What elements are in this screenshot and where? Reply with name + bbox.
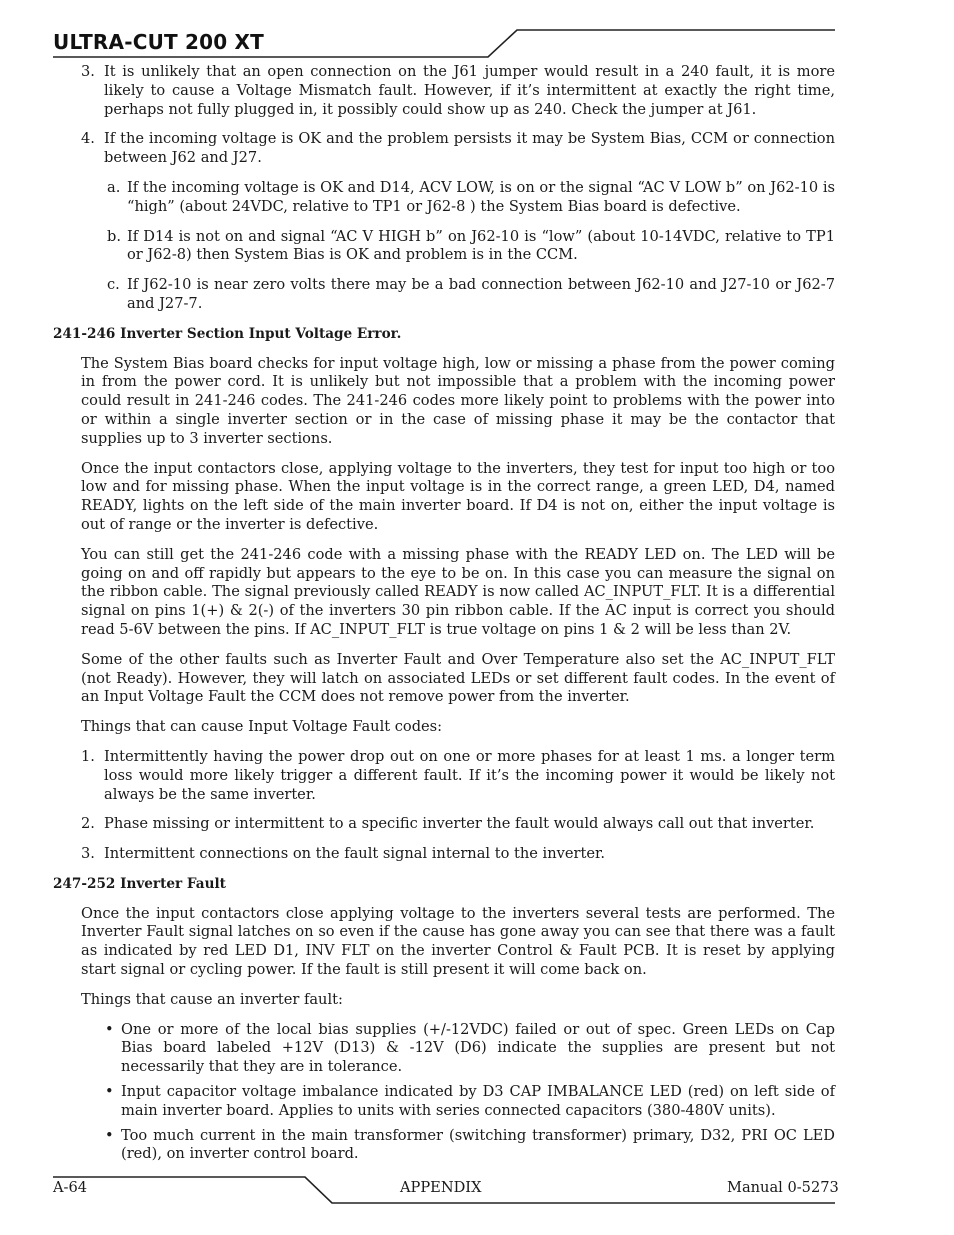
list-item-text: Too much current in the main transformer (switching transformer) primary, D32, PRI OC LED (red), on inverter control board. <box>121 1126 835 1163</box>
list-item-text: If the incoming voltage is OK and D14, ACV LOW, is on or the signal “AC V LOW b” on J62-10 is “high” (about 24VDC, relative to TP1 or J62-8 ) the System Bias board is defective. <box>127 178 835 215</box>
manual-number: Manual 0-5273 <box>727 1179 839 1196</box>
list-item-text: Phase missing or intermittent to a specific inverter the fault would always call out that inverter. <box>104 815 815 833</box>
bullet-item <box>105 1083 835 1121</box>
list-item <box>107 276 835 314</box>
bullet-item <box>105 1020 835 1077</box>
list-marker: 1. <box>81 747 95 765</box>
header-rule <box>53 30 835 57</box>
list-item-text: If J62-10 is near zero volts there may be a bad connection between J62-10 and J27-10 or J62-7 and J27-7. <box>127 276 835 312</box>
bullet-marker: • <box>105 1020 114 1038</box>
list-item <box>81 130 835 168</box>
paragraph: The System Bias board checks for input voltage high, low or missing a phase from the power coming in from the power cord. It is unlikely but not impossible that a problem with the incoming power could result in 241-246 codes. The 241-246 codes more likely point to problems with the power into or within a single inverter section or in the case of missing phase it may be the contactor that supplies up to 3 inverter sections. <box>81 354 835 447</box>
section-heading: 241-246 Inverter Section Input Voltage Error. <box>53 325 402 342</box>
list-item <box>81 63 835 119</box>
list-item-text: Input capacitor voltage imbalance indicated by D3 CAP IMBALANCE LED (red) on left side of main inverter board. Applies to units with series connected capacitors (380-480V units). <box>121 1083 835 1119</box>
list-item-text: One or more of the local bias supplies (+/-12VDC) failed or out of spec. Green LEDs on Cap Bias board labeled +12V (D13) & -12V (D6) indicate the supplies are present but not necessarily that they are in tolerance. <box>121 1020 835 1076</box>
list-marker: 3. <box>81 63 95 80</box>
footer-section: APPENDIX <box>400 1179 482 1196</box>
list-marker: b. <box>107 227 121 245</box>
paragraph: Once the input contactors close applying voltage to the inverters several tests are performed. The Inverter Fault signal latches on so even if the cause has gone away you can see that there was a fault as indicated by red LED D1, INV FLT on the inverter Control & Fault PCB. It is reset by applying start signal or cycling power. If the fault is still present it will come back on. <box>81 904 835 979</box>
list-item <box>81 747 835 804</box>
list-item-text: It is unlikely that an open connection on the J61 jumper would result in a 240 fault, it is more likely to cause a Voltage Mismatch fault. However, if it’s intermittent at exactly the right time, perhaps not fully plugged in, it possibly could show up as 240. Check the jumper at J61. <box>104 63 835 118</box>
list-marker: 3. <box>81 845 95 863</box>
bullet-marker: • <box>105 1083 114 1101</box>
paragraph: Things that cause an inverter fault: <box>81 990 343 1008</box>
paragraph: Things that can cause Input Voltage Fault codes: <box>81 718 443 736</box>
paragraph: Once the input contactors close, applying voltage to the inverters, they test for input too high or too low and for missing phase. When the input voltage is in the correct range, a green LED, D4, named READY, lights on the left side of the main inverter board. If D4 is not on, either the input voltage is out of range or the inverter is defective. <box>81 459 835 533</box>
paragraph: Some of the other faults such as Inverter Fault and Over Temperature also set the AC_INPUT_FLT (not Ready). However, they will latch on associated LEDs or set different fault codes. In the event of an Input Voltage Fault the CCM does not remove power from the inverter. <box>81 650 835 706</box>
list-marker: a. <box>107 178 121 196</box>
list-marker: 4. <box>81 130 95 148</box>
page-number: A-64 <box>53 1179 88 1196</box>
list-item-text: Intermittent connections on the fault signal internal to the inverter. <box>104 845 605 863</box>
list-item-text: If the incoming voltage is OK and the problem persists it may be System Bias, CCM or connection between J62 and J27. <box>104 130 835 167</box>
document-title: ULTRA-CUT 200 XT <box>53 30 264 54</box>
bullet-item <box>105 1126 835 1165</box>
list-marker: 2. <box>81 815 95 833</box>
list-marker: c. <box>107 276 120 294</box>
list-item <box>107 178 835 217</box>
list-item-text: If D14 is not on and signal “AC V HIGH b” on J62-10 is “low” (about 10-14VDC, relative to TP1 or J62-8) then System Bias is OK and problem is in the CCM. <box>127 227 835 264</box>
list-item-text: Intermittently having the power drop out on one or more phases for at least 1 ms. a longer term loss would more likely trigger a different fault. If it’s the incoming power it would be likely not always be the same inverter. <box>104 747 835 803</box>
paragraph: You can still get the 241-246 code with a missing phase with the READY LED on. The LED will be going on and off rapidly but appears to the eye to be on. In this case you can measure the signal on the ribbon cable. The signal previously called READY is now called AC_INPUT_FLT. It is a differential signal on pins 1(+) & 2(-) of the inverters 30 pin ribbon cable. If the AC input is correct you should read 5-6V between the pins. If AC_INPUT_FLT is true voltage on pins 1 & 2 will be less than 2V. <box>81 545 835 638</box>
list-item <box>107 227 835 266</box>
document-body <box>53 63 835 1170</box>
list-item <box>81 845 835 864</box>
list-item <box>81 815 835 834</box>
section-heading: 247-252 Inverter Fault <box>53 875 226 892</box>
bullet-marker: • <box>105 1126 114 1144</box>
